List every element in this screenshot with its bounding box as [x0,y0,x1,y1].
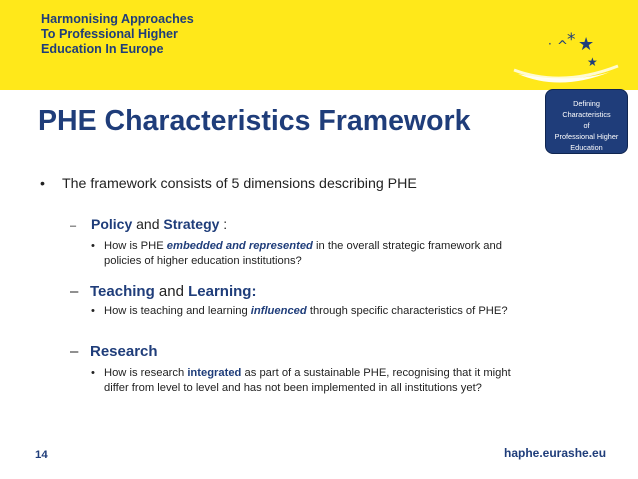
bullet-icon: • [40,176,45,192]
research-sub-bullet [91,366,511,396]
footer-url[interactable]: haphe.eurashe.eu [504,446,607,460]
svg-text:★: ★ [578,34,595,55]
badge-line-2: Characteristics [562,110,611,119]
learning-keyword: Learning: [188,283,257,300]
teaching-connector: and [154,283,189,300]
eu-stars-swoosh-logo [500,0,638,90]
badge-line-3: of [583,121,590,130]
research-sub-line-2: differ from level to level and has not been implemented in all institutions yet? [104,382,482,394]
badge-line-5: Education [570,143,603,152]
svg-text:^: ^ [557,39,568,54]
teaching-sub-text: How is teaching and learning [104,305,251,317]
bullet-icon: • [91,305,95,317]
section-research-heading [70,343,158,360]
dash-icon: – [70,283,79,300]
svg-text:★: ★ [587,55,598,69]
policy-sub-text: How is PHE [104,240,167,252]
logo-line-3: Education In Europe [41,42,164,56]
bullet-icon: • [91,240,95,252]
policy-sub-text-post: in the overall strategic framework and [312,240,502,252]
research-sub-text: How is research [104,367,188,379]
section-policy-heading [70,216,227,232]
teaching-sub-text-post: through specific characteristics of PHE? [306,305,508,317]
slide-title: PHE Characteristics Framework [38,105,471,137]
svg-text:·: · [548,37,552,51]
section-badge [545,89,628,154]
intro-bullet [40,176,417,192]
badge-line-4: Professional Higher [554,132,619,141]
logo-text [41,12,194,57]
badge-line-1: Defining [573,99,600,108]
dash-icon: – [70,343,79,360]
page-number: 14 [35,449,48,461]
research-sub-text-post: as part of a sustainable PHE, recognising that it might [241,367,511,379]
logo-line-2: To Professional Higher [41,27,178,41]
strategy-keyword: Strategy [163,216,220,232]
research-keyword: Research [90,343,158,360]
intro-text: The framework consists of 5 dimensions describing PHE [62,176,417,192]
teaching-sub-bullet [91,304,508,319]
teaching-keyword: Teaching [90,283,155,300]
logo-line-1: Harmonising Approaches [41,12,194,26]
policy-keyword: Policy [91,216,133,232]
section-teaching-heading [70,283,256,300]
policy-sub-emphasis: embedded and represented [166,240,313,252]
dash-icon: – [70,220,77,232]
teaching-sub-emphasis: influenced [250,305,307,317]
svg-text:*: * [567,30,576,50]
policy-connector: and [132,216,164,232]
policy-suffix: : [219,216,228,232]
policy-sub-bullet [91,239,502,269]
bullet-icon: • [91,367,95,379]
policy-sub-line-2: policies of higher education institutions? [104,255,302,267]
research-sub-emphasis: integrated [187,367,242,379]
